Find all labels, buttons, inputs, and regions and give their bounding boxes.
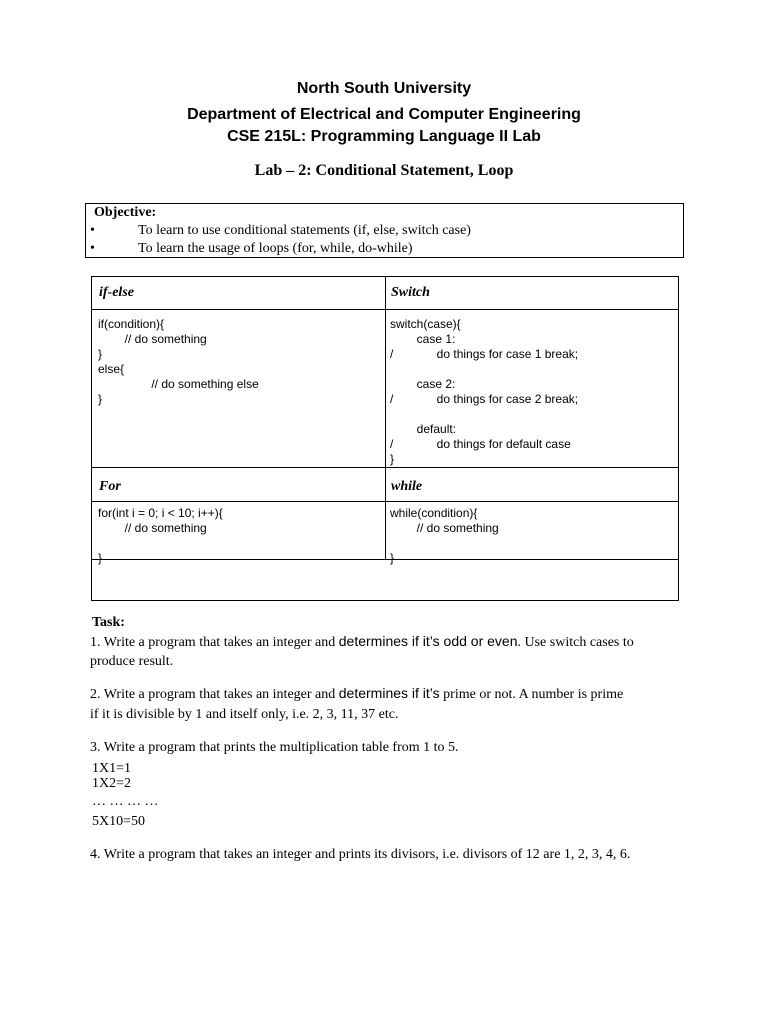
objective-item-text: To learn to use conditional statements (if, else, switch case) [138,223,471,238]
syntax-table [91,276,679,601]
task-2-line-2: if it is divisible by 1 and itself only, i.e. 2, 3, 11, 37 etc. [90,707,399,722]
task-4: 4. Write a program that takes an integer and prints its divisors, i.e. divisors of 12 are 1, 2, 3, 4, 6. [90,847,631,862]
multiplication-line: 5X10=50 [92,814,146,829]
task-1-emphasis: determines if it’s odd or even [338,633,518,649]
for-code: for(int i = 0; i < 10; i++){ // do something } [98,506,223,565]
header-for: For [99,479,121,494]
department-name: Department of Electrical and Computer Engineering [187,106,581,123]
course-title: CSE 215L: Programming Language II Lab [227,128,541,145]
multiplication-line: … … … … [92,794,159,809]
objective-item-text: To learn the usage of loops (for, while, do-while) [138,241,413,256]
bullet-icon: • [90,223,95,238]
header-while: while [391,479,423,494]
task-1 [90,633,634,651]
task-2-text: 2. Write a program that takes an integer and [90,687,339,702]
if-else-code: if(condition){ // do something } else{ // do something else } [98,317,259,406]
task-label: Task: [92,615,125,630]
objective-title: Objective: [94,205,157,220]
multiplication-line: 1X2=2 [92,776,132,791]
table-column-divider [385,277,386,559]
university-name: North South University [296,80,472,97]
task-1-line-2: produce result. [90,654,174,669]
task-2 [90,685,623,703]
task-1-text: . Use switch cases to [517,635,634,650]
header-switch: Switch [391,285,430,300]
header-if-else: if-else [99,285,134,300]
task-2-text: prime or not. A number is prime [439,687,624,702]
multiplication-line: 1X1=1 [92,761,132,776]
while-code: while(condition){ // do something } [390,506,499,565]
task-3: 3. Write a program that prints the multiplication table from 1 to 5. [90,740,459,755]
lab-title: Lab – 2: Conditional Statement, Loop [254,162,514,179]
task-1-text: 1. Write a program that takes an integer and [90,635,339,650]
bullet-icon: • [90,241,95,256]
task-2-emphasis: determines if it’s [338,685,440,701]
objective-box [85,203,684,258]
switch-code: switch(case){ case 1: / do things for case 1 break; case 2: / do things for case 2 break; default: / do things for default case } [390,317,579,466]
